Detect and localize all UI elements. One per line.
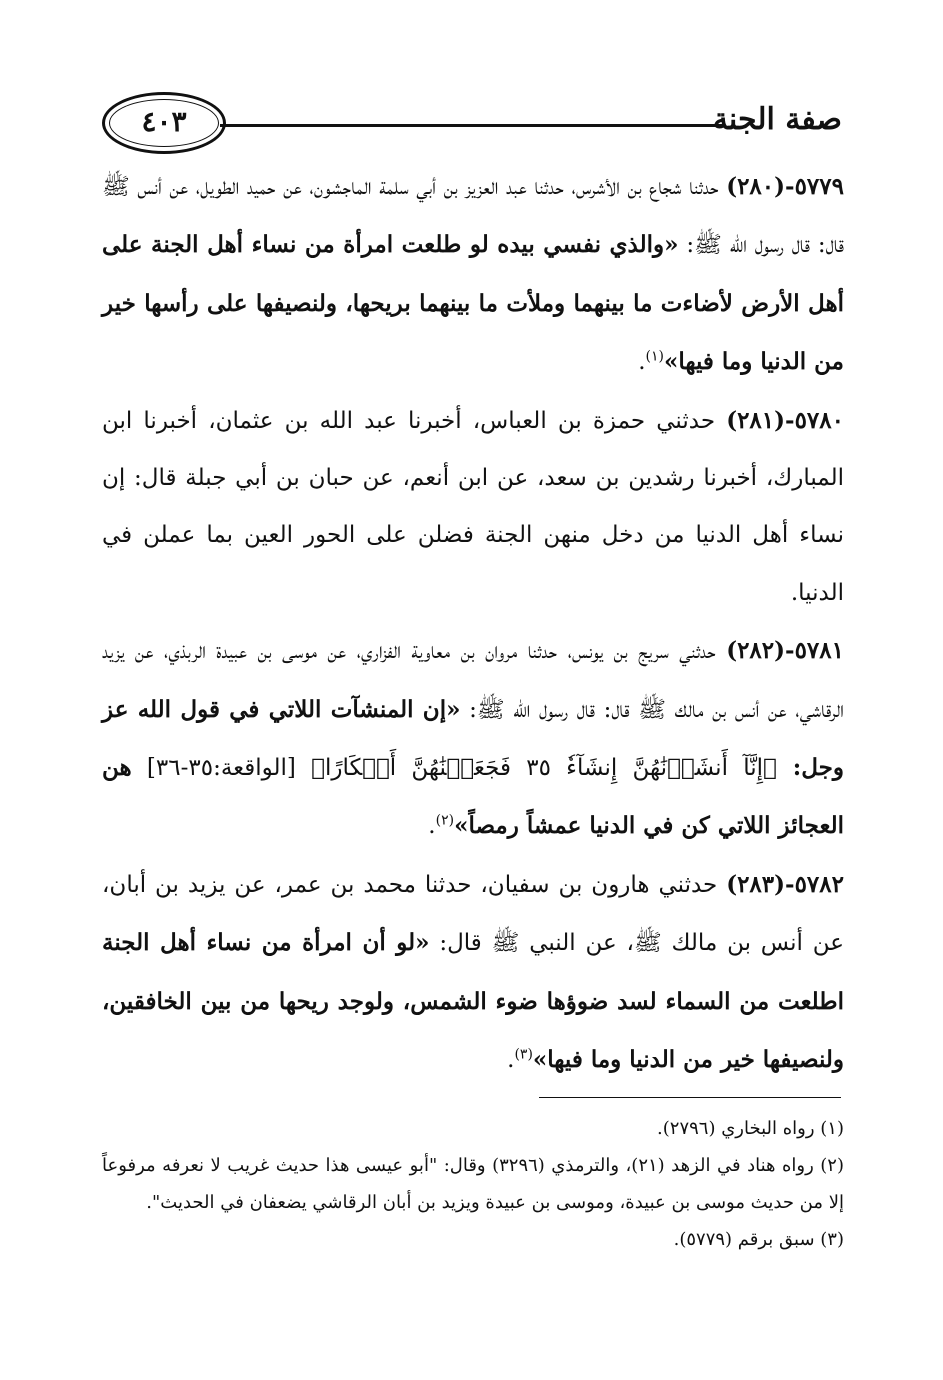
footnote-separator [539,1097,841,1098]
footnote-2: (٢) رواه هناد في الزهد (٢١)، والترمذي (٣٢٩٦) وقال: "أبو عيسى هذا حديث غريب لا نعرفه مرفوعاً إلا من حديث موسى بن عبيدة، وموسى بن عبيدة ويزيد بن أبان الرقاشي يضعفان في الحديث". [102,1155,844,1213]
sentence-end: . [638,349,646,376]
hadith-5781 [102,622,844,856]
hadith-matn: «لو أن امرأة من نساء أهل الجنة اطلعت من السماء لسد ضوؤها ضوء الشمس، ولوجد ريحها من بين الخافقين، ولنصيفها خير من الدنيا وما فيها» [102,929,844,1074]
hadith-number: ٥٧٨٢-(٢٨٣) [726,870,844,898]
sentence-end: . [507,1047,515,1074]
footnote-1: (١) رواه البخاري (٢٧٩٦). [657,1118,844,1139]
hadith-number: ٥٧٨١-(٢٨٢) [726,637,844,665]
header-rule [220,124,724,127]
hadith-5779 [102,158,844,392]
hadith-number: ٥٧٨٠-(٢٨١) [726,406,844,434]
chapter-title: صفة الجنة [712,102,842,137]
quran-verse: ﴿إِنَّآ أَنشَأۡنَٰهُنَّ إِنشَآءٗ ٣٥ فَجَعَلۡنَٰهُنَّ أَبۡكَارًا﴾ [311,755,777,782]
quran-reference: [الواقعة:٣٥-٣٦] [131,755,312,782]
footnotes [102,1110,844,1258]
footnote-ref: (٢) [435,812,455,829]
hadith-isnad: حدثني هارون بن سفيان، حدثنا محمد بن عمر، عن يزيد بن أبان، عن أنس بن مالك ﷺ، عن النبي ﷺ قال: [102,871,844,957]
hadith-number: ٥٧٧٩-(٢٨٠) [726,173,844,200]
footnote-3: (٣) سبق برقم (٥٧٧٩). [673,1229,844,1250]
page-header [100,88,842,158]
hadith-matn-part-a: «إن المنشآت اللاتي في قول الله عز وجل: [102,695,844,782]
hadith-isnad: حدثني سريج بن يونس، حدثنا مروان بن معاوية الفزاري، عن موسى بن عبيدة الربذي، عن يزيد الرقاشي، عن أنس بن مالك ﷺ قال: قال رسول الله ﷺ: [102,638,844,723]
footnote-ref: (١) [645,348,664,365]
main-text [102,158,844,1090]
sentence-end: . [428,813,436,840]
hadith-5782 [102,856,844,1090]
hadith-5780 [102,392,844,623]
footnote-ref: (٣) [514,1046,533,1063]
hadith-isnad: حدثنا شجاع بن الأشرس، حدثنا عبد العزيز بن أبي سلمة الماجشون، عن حميد الطويل، عن أنس ﷺ قال: قال رسول الله ﷺ: [102,174,844,259]
hadith-matn-part-b: هن العجائز اللاتي كن في الدنيا عمشاً رمصاً» [102,754,844,840]
page-number: ٤٠٣ [141,105,187,138]
hadith-isnad: حدثني حمزة بن العباس، أخبرنا عبد الله بن عثمان، أخبرنا ابن المبارك، أخبرنا رشدين بن سعد، عن ابن أنعم، عن حبان بن أبي جبلة قال: إن نساء أهل الدنيا من دخل منهن الجنة فضلن على الحور العين بما عملن في الدنيا. [102,407,844,606]
hadith-matn: «والذي نفسي بيده لو طلعت امرأة من نساء أهل الجنة على أهل الأرض لأضاءت ما بينهما وملأت ما بينهما بريحها، ولنصيفها على رأسها خير من الدنيا وما فيها» [102,231,844,376]
page-number-oval [102,92,226,154]
